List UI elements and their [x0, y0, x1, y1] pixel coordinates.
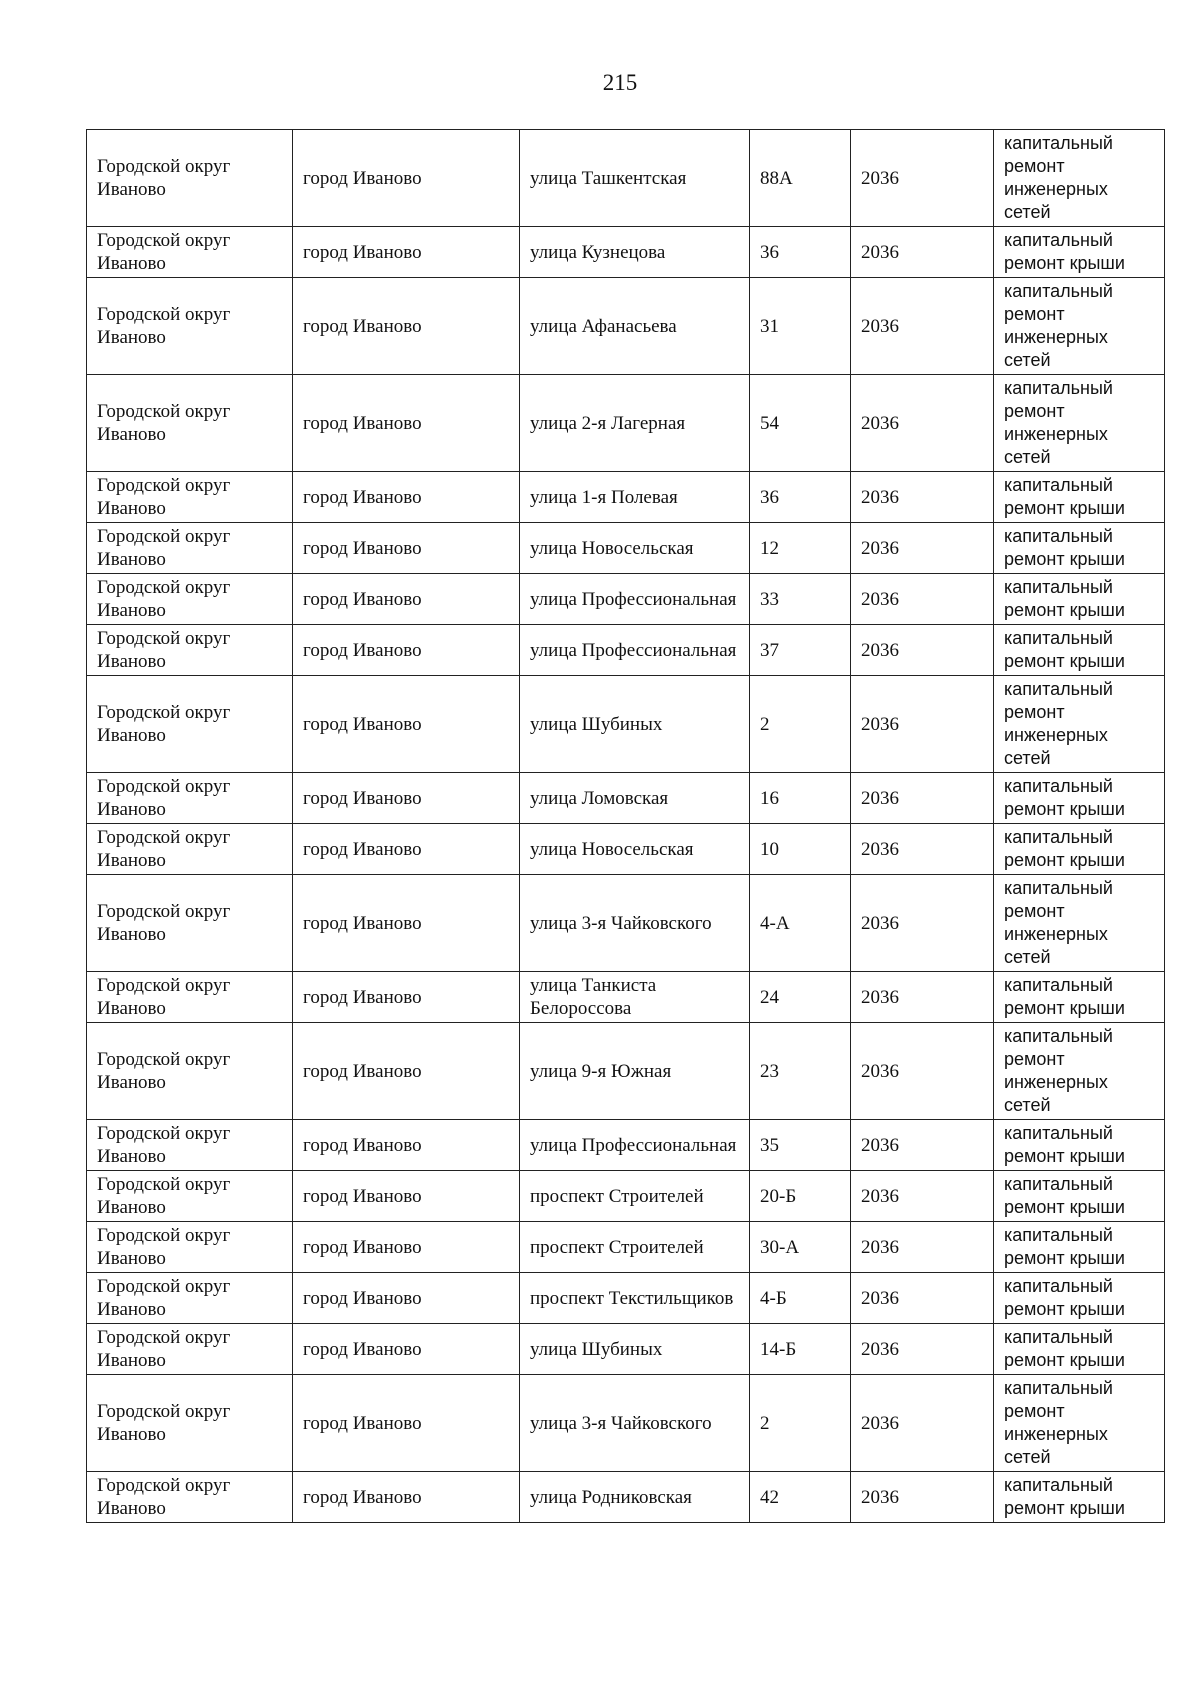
year-cell: 2036	[851, 1171, 994, 1222]
year-cell: 2036	[851, 472, 994, 523]
settlement-cell: город Иваново	[293, 375, 520, 472]
work-type-cell: капитальный ремонт крыши	[994, 773, 1165, 824]
street-cell: улица Родниковская	[520, 1472, 750, 1523]
house-number-cell: 4-А	[750, 875, 851, 972]
year-cell: 2036	[851, 1273, 994, 1324]
house-number-cell: 2	[750, 1375, 851, 1472]
house-number-cell: 4-Б	[750, 1273, 851, 1324]
table-row	[87, 676, 1165, 773]
table-row	[87, 1273, 1165, 1324]
municipality-cell: Городской округ Иваново	[87, 523, 293, 574]
street-cell: улица 3-я Чайковского	[520, 1375, 750, 1472]
municipality-cell: Городской округ Иваново	[87, 1222, 293, 1273]
house-number-cell: 88А	[750, 130, 851, 227]
house-number-cell: 12	[750, 523, 851, 574]
table-row	[87, 574, 1165, 625]
house-number-cell: 36	[750, 472, 851, 523]
work-type-cell: капитальный ремонт крыши	[994, 472, 1165, 523]
table-row	[87, 625, 1165, 676]
street-cell: улица 9-я Южная	[520, 1023, 750, 1120]
municipality-cell: Городской округ Иваново	[87, 278, 293, 375]
house-number-cell: 30-А	[750, 1222, 851, 1273]
work-type-cell: капитальный ремонт инженерных сетей	[994, 375, 1165, 472]
municipality-cell: Городской округ Иваново	[87, 824, 293, 875]
work-type-cell: капитальный ремонт крыши	[994, 1273, 1165, 1324]
year-cell: 2036	[851, 227, 994, 278]
table-row	[87, 472, 1165, 523]
settlement-cell: город Иваново	[293, 824, 520, 875]
street-cell: улица Новосельская	[520, 824, 750, 875]
municipality-cell: Городской округ Иваново	[87, 1375, 293, 1472]
settlement-cell: город Иваново	[293, 972, 520, 1023]
table-row	[87, 227, 1165, 278]
work-type-cell: капитальный ремонт крыши	[994, 1171, 1165, 1222]
house-number-cell: 14-Б	[750, 1324, 851, 1375]
street-cell: улица Шубиных	[520, 1324, 750, 1375]
settlement-cell: город Иваново	[293, 1324, 520, 1375]
street-cell: улица 2-я Лагерная	[520, 375, 750, 472]
street-cell: улица Шубиных	[520, 676, 750, 773]
street-cell: улица Профессиональная	[520, 625, 750, 676]
year-cell: 2036	[851, 375, 994, 472]
work-type-cell: капитальный ремонт крыши	[994, 1222, 1165, 1273]
street-cell: проспект Текстильщиков	[520, 1273, 750, 1324]
table-row	[87, 1120, 1165, 1171]
table-row	[87, 1171, 1165, 1222]
table-row	[87, 523, 1165, 574]
work-type-cell: капитальный ремонт крыши	[994, 1120, 1165, 1171]
work-type-cell: капитальный ремонт крыши	[994, 972, 1165, 1023]
house-number-cell: 31	[750, 278, 851, 375]
municipality-cell: Городской округ Иваново	[87, 1120, 293, 1171]
settlement-cell: город Иваново	[293, 227, 520, 278]
page-number: 215	[602, 70, 638, 95]
municipality-cell: Городской округ Иваново	[87, 676, 293, 773]
municipality-cell: Городской округ Иваново	[87, 574, 293, 625]
settlement-cell: город Иваново	[293, 1222, 520, 1273]
year-cell: 2036	[851, 824, 994, 875]
settlement-cell: город Иваново	[293, 676, 520, 773]
settlement-cell: город Иваново	[293, 472, 520, 523]
table-row	[87, 875, 1165, 972]
street-cell: проспект Строителей	[520, 1222, 750, 1273]
street-cell: улица Кузнецова	[520, 227, 750, 278]
work-type-cell: капитальный ремонт инженерных сетей	[994, 875, 1165, 972]
year-cell: 2036	[851, 1472, 994, 1523]
house-number-cell: 42	[750, 1472, 851, 1523]
house-number-cell: 16	[750, 773, 851, 824]
street-cell: улица Афанасьева	[520, 278, 750, 375]
work-type-cell: капитальный ремонт инженерных сетей	[994, 278, 1165, 375]
year-cell: 2036	[851, 278, 994, 375]
table-row	[87, 1222, 1165, 1273]
municipality-cell: Городской округ Иваново	[87, 227, 293, 278]
table-row	[87, 1023, 1165, 1120]
year-cell: 2036	[851, 625, 994, 676]
municipality-cell: Городской округ Иваново	[87, 773, 293, 824]
settlement-cell: город Иваново	[293, 523, 520, 574]
work-type-cell: капитальный ремонт инженерных сетей	[994, 130, 1165, 227]
settlement-cell: город Иваново	[293, 130, 520, 227]
work-type-cell: капитальный ремонт крыши	[994, 523, 1165, 574]
house-number-cell: 54	[750, 375, 851, 472]
municipality-cell: Городской округ Иваново	[87, 130, 293, 227]
work-type-cell: капитальный ремонт крыши	[994, 1324, 1165, 1375]
work-type-cell: капитальный ремонт крыши	[994, 227, 1165, 278]
house-number-cell: 20-Б	[750, 1171, 851, 1222]
work-type-cell: капитальный ремонт крыши	[994, 1472, 1165, 1523]
house-number-cell: 33	[750, 574, 851, 625]
year-cell: 2036	[851, 972, 994, 1023]
table-body	[87, 130, 1165, 1523]
municipality-cell: Городской округ Иваново	[87, 972, 293, 1023]
street-cell: улица Профессиональная	[520, 574, 750, 625]
year-cell: 2036	[851, 1023, 994, 1120]
settlement-cell: город Иваново	[293, 1120, 520, 1171]
year-cell: 2036	[851, 130, 994, 227]
street-cell: улица Танкиста Белороссова	[520, 972, 750, 1023]
municipality-cell: Городской округ Иваново	[87, 375, 293, 472]
street-cell: улица Профессиональная	[520, 1120, 750, 1171]
house-number-cell: 36	[750, 227, 851, 278]
settlement-cell: город Иваново	[293, 1472, 520, 1523]
settlement-cell: город Иваново	[293, 1023, 520, 1120]
house-number-cell: 23	[750, 1023, 851, 1120]
work-type-cell: капитальный ремонт инженерных сетей	[994, 1375, 1165, 1472]
street-cell: улица Новосельская	[520, 523, 750, 574]
year-cell: 2036	[851, 523, 994, 574]
table-row	[87, 130, 1165, 227]
table-row	[87, 1472, 1165, 1523]
year-cell: 2036	[851, 773, 994, 824]
work-type-cell: капитальный ремонт крыши	[994, 625, 1165, 676]
table-row	[87, 773, 1165, 824]
municipality-cell: Городской округ Иваново	[87, 1472, 293, 1523]
street-cell: улица Ташкентская	[520, 130, 750, 227]
table-row	[87, 1375, 1165, 1472]
settlement-cell: город Иваново	[293, 574, 520, 625]
year-cell: 2036	[851, 676, 994, 773]
settlement-cell: город Иваново	[293, 875, 520, 972]
table-row	[87, 375, 1165, 472]
table-row	[87, 278, 1165, 375]
municipality-cell: Городской округ Иваново	[87, 472, 293, 523]
street-cell: проспект Строителей	[520, 1171, 750, 1222]
work-type-cell: капитальный ремонт инженерных сетей	[994, 676, 1165, 773]
year-cell: 2036	[851, 1324, 994, 1375]
year-cell: 2036	[851, 875, 994, 972]
street-cell: улица 3-я Чайковского	[520, 875, 750, 972]
street-cell: улица Ломовская	[520, 773, 750, 824]
municipality-cell: Городской округ Иваново	[87, 1324, 293, 1375]
settlement-cell: город Иваново	[293, 625, 520, 676]
repair-schedule-table	[86, 129, 1165, 1523]
house-number-cell: 24	[750, 972, 851, 1023]
municipality-cell: Городской округ Иваново	[87, 875, 293, 972]
settlement-cell: город Иваново	[293, 1171, 520, 1222]
settlement-cell: город Иваново	[293, 1273, 520, 1324]
municipality-cell: Городской округ Иваново	[87, 625, 293, 676]
work-type-cell: капитальный ремонт крыши	[994, 824, 1165, 875]
settlement-cell: город Иваново	[293, 773, 520, 824]
table-row	[87, 824, 1165, 875]
settlement-cell: город Иваново	[293, 1375, 520, 1472]
year-cell: 2036	[851, 574, 994, 625]
house-number-cell: 2	[750, 676, 851, 773]
settlement-cell: город Иваново	[293, 278, 520, 375]
municipality-cell: Городской округ Иваново	[87, 1273, 293, 1324]
municipality-cell: Городской округ Иваново	[87, 1023, 293, 1120]
work-type-cell: капитальный ремонт инженерных сетей	[994, 1023, 1165, 1120]
year-cell: 2036	[851, 1120, 994, 1171]
year-cell: 2036	[851, 1222, 994, 1273]
year-cell: 2036	[851, 1375, 994, 1472]
municipality-cell: Городской округ Иваново	[87, 1171, 293, 1222]
house-number-cell: 35	[750, 1120, 851, 1171]
house-number-cell: 10	[750, 824, 851, 875]
table-row	[87, 1324, 1165, 1375]
street-cell: улица 1-я Полевая	[520, 472, 750, 523]
table-row	[87, 972, 1165, 1023]
work-type-cell: капитальный ремонт крыши	[994, 574, 1165, 625]
house-number-cell: 37	[750, 625, 851, 676]
